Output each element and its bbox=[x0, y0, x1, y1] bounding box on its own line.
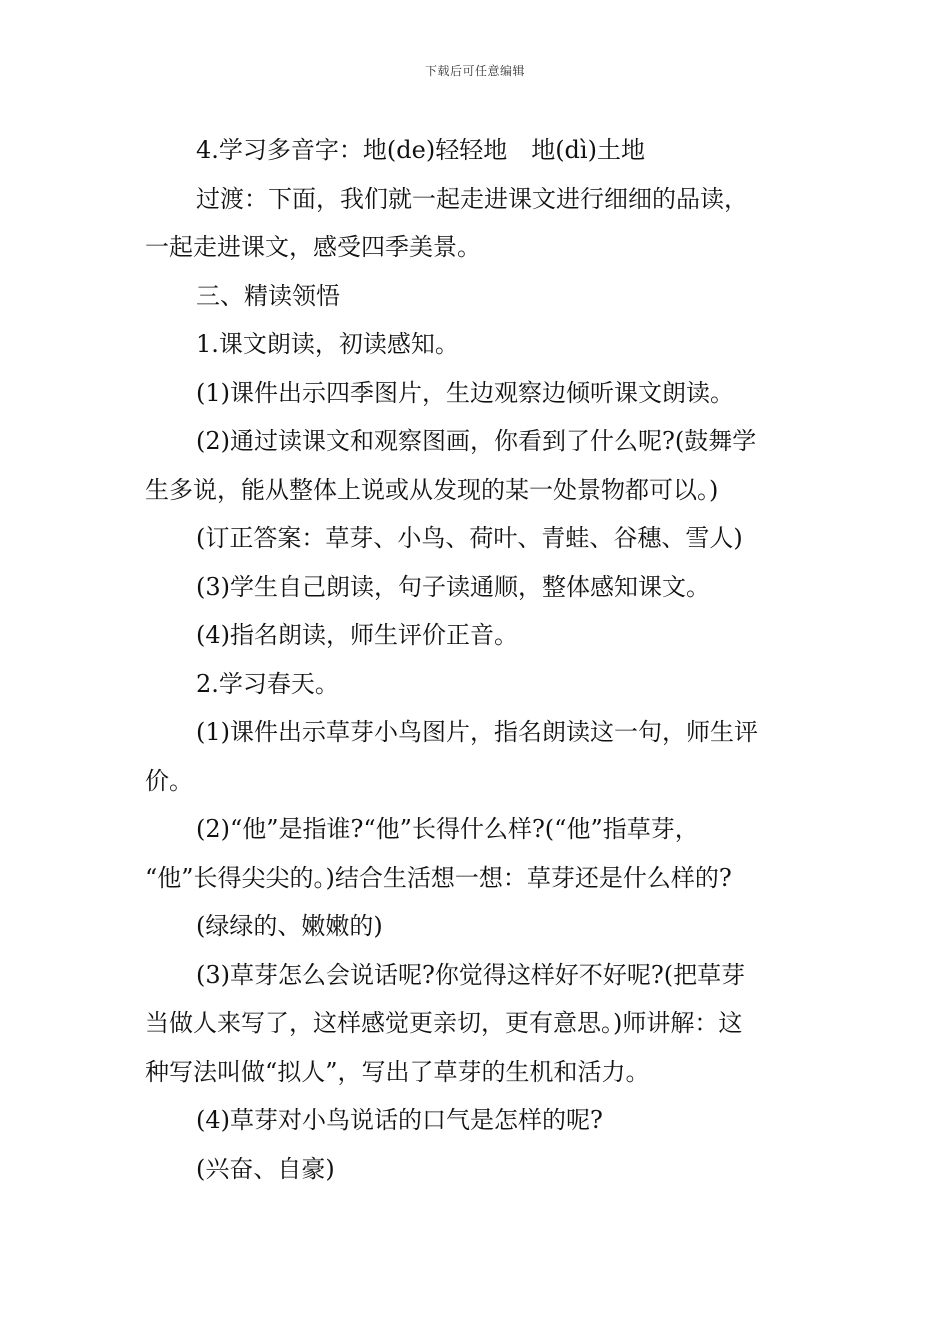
text-line: 4.学习多音字：地(de)轻轻地 地(dì)土地 bbox=[196, 136, 645, 164]
text-line: (2)“他”是指谁?“他”长得什么样?(“他”指草芽， bbox=[196, 815, 699, 843]
text-line: (4)指名朗读，师生评价正音。 bbox=[196, 621, 518, 649]
paragraph-transition bbox=[145, 175, 813, 272]
text-line: (3)学生自己朗读，句子读通顺，整体感知课文。 bbox=[196, 572, 710, 601]
text-line: 当做人来写了，这样感觉更亲切，更有意思。)师讲解：这 bbox=[145, 1009, 743, 1037]
section-heading-close-reading bbox=[145, 272, 813, 321]
paragraph-step-1 bbox=[145, 320, 813, 369]
document-body bbox=[145, 126, 813, 1193]
text-line: 种写法叫做“拟人”，写出了草芽的生机和活力。 bbox=[145, 1057, 650, 1086]
paragraph-step-2-4 bbox=[145, 1096, 813, 1145]
text-line: 1.课文朗读，初读感知。 bbox=[196, 330, 459, 358]
text-line: 一起走进课文，感受四季美景。 bbox=[145, 233, 481, 261]
paragraph-step-1-3 bbox=[145, 563, 813, 612]
text-line: “他”长得尖尖的。)结合生活想一想：草芽还是什么样的? bbox=[145, 863, 732, 892]
text-line: (订正答案：草芽、小鸟、荷叶、青蛙、谷穗、雪人) bbox=[196, 524, 743, 552]
text-line: (1)课件出示四季图片，生边观察边倾听课文朗读。 bbox=[196, 378, 734, 407]
text-line: 三、精读领悟 bbox=[196, 281, 340, 310]
text-line: (绿绿的、嫩嫩的) bbox=[196, 912, 383, 940]
paragraph-step-1-2 bbox=[145, 417, 813, 514]
paragraph-step-2-2 bbox=[145, 805, 813, 902]
text-line: 生多说，能从整体上说或从发现的某一处景物都可以。) bbox=[145, 475, 719, 504]
paragraph-step-2-1 bbox=[145, 708, 813, 805]
text-line: (3)草芽怎么会说话呢?你觉得这样好不好呢?(把草芽 bbox=[196, 960, 746, 989]
paragraph-step-1-4 bbox=[145, 611, 813, 660]
paragraph-excited-proud bbox=[145, 1145, 813, 1194]
text-line: (2)通过读课文和观察图画，你看到了什么呢?(鼓舞学 bbox=[196, 427, 757, 455]
paragraph-step-2 bbox=[145, 660, 813, 709]
text-line: (4)草芽对小鸟说话的口气是怎样的呢? bbox=[196, 1106, 603, 1134]
paragraph-step-2-3 bbox=[145, 951, 813, 1097]
text-line: 过渡：下面，我们就一起走进课文进行细细的品读， bbox=[196, 184, 748, 213]
paragraph-answer bbox=[145, 514, 813, 563]
paragraph-polyphonic-characters bbox=[145, 126, 813, 175]
text-line: 价。 bbox=[145, 766, 193, 795]
text-line: 2.学习春天。 bbox=[196, 669, 339, 698]
paragraph-step-1-1 bbox=[145, 369, 813, 418]
text-line: (兴奋、自豪) bbox=[196, 1154, 335, 1183]
page-header-note: 下载后可任意编辑 bbox=[424, 64, 525, 78]
text-line: (1)课件出示草芽小鸟图片，指名朗读这一句，师生评 bbox=[196, 718, 758, 746]
paragraph-green-tender bbox=[145, 902, 813, 951]
